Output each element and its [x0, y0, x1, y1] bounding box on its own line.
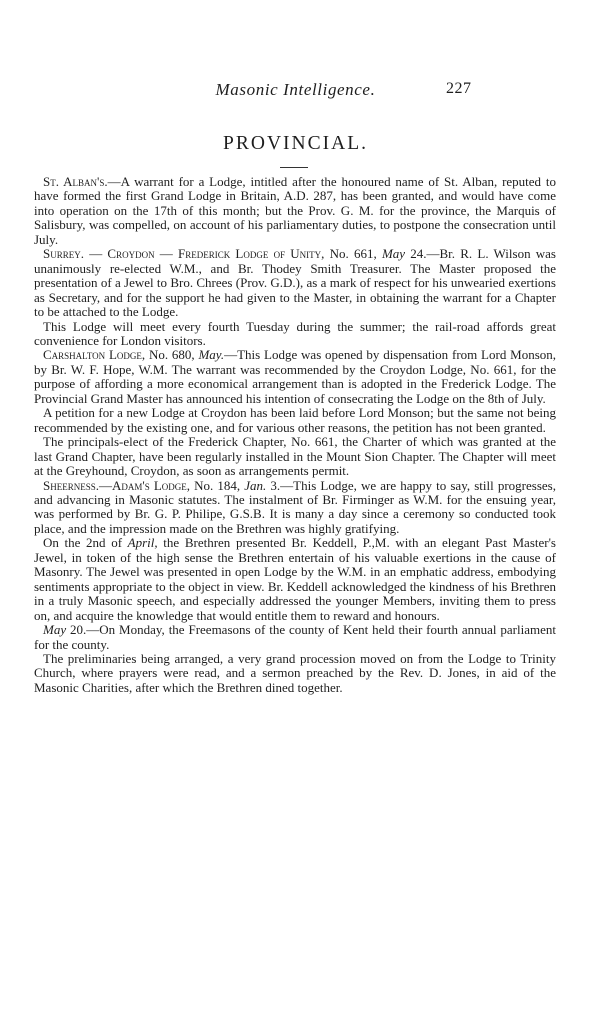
paragraph: [34, 247, 556, 319]
paragraph-text: —A warrant for a Lodge, intitled after the honoured name of St. Alban, reputed to have formed the first Grand Lodge in Britain, A.D. 287, has been granted, and would have come into operation on the 17th of this month; but the Prov. G. M. for the province, the Marquis of Salisbury, was compelled, on account of his parliamentary duties, to postpone the consecration until July.: [34, 174, 556, 247]
paragraph: [34, 348, 556, 406]
paragraph-text: On the 2nd of: [43, 535, 128, 551]
paragraph-text: 3.—This Lodge, we are happy to say, still progresses, and advancing in Masonic statutes. The instalment of Br. Firminger as W.M. for the ensuing year, was performed by Br. G. P. Philipe, G.S.B. It is many a day since a ceremony so conducted took place, and the impression made on the Brethren was highly gratifying.: [34, 477, 556, 536]
italic-text: May: [381, 246, 406, 262]
paragraph-text: The principals-elect of the Frederick Chapter, No. 661, the Charter of which was granted at the last Grand Chapter, have been regularly installed in the Mount Sion Chapter. The Chapter will meet at the Greyhound, Croydon, as soon as arrangements permit.: [34, 434, 556, 479]
italic-text: April,: [127, 535, 158, 551]
running-title: Masonic Intelligence.: [215, 80, 376, 99]
paragraph-text: 20.—On Monday, the Freemasons of the county of Kent held their fourth annual parliament for the county.: [34, 622, 556, 652]
page-number: 227: [446, 80, 472, 97]
paragraph-text: The preliminaries being arranged, a very grand procession moved on from the Lodge to Trinity Church, where prayers were read, and a sermon preached by the Rev. D. Jones, in aid of the Masonic Charities, after which the Brethren dined together.: [34, 650, 556, 695]
paragraph-text: —This Lodge was opened by dispensation from Lord Monson, by Br. W. F. Hope, W.M. The warrant was recommended by the Croydon Lodge, No. 661, for the purpose of affording a more economical arrangement than is adopted in the Frederick Lodge. The Provincial Grand Master has announced his intention of consecrating the Lodge on the 8th of July.: [34, 347, 556, 406]
paragraph-text: No. 661,: [324, 246, 382, 262]
italic-text: Jan.: [244, 477, 267, 493]
paragraph: [34, 536, 556, 623]
paragraph-text: No. 680,: [145, 347, 199, 363]
article-body: [34, 175, 556, 695]
running-head: [0, 80, 591, 102]
section-title: PROVINCIAL.: [223, 133, 368, 154]
paragraph-heading: Sheerness.—Adam's Lodge,: [43, 477, 191, 493]
paragraph-heading: St. Alban's.: [43, 174, 108, 189]
paragraph: [34, 175, 556, 247]
paragraph-heading: Carshalton Lodge,: [43, 347, 146, 363]
paragraph-text: the Brethren presented Br. Keddell, P.,M. with an elegant Past Master's Jewel, in token of the high sense the Brethren entertain of his valuable exertions in the cause of Masonry. The Jewel was presented in open Lodge by the W.M. in an emphatic address, embodying sentiments appropriate to the object in view. Br. Keddell acknowledged the kindness of his Brethren in a truly Masonic speech, and especially addressed the younger Members, inviting them to press on, and acquire the knowledge that would entitle them to reward and honours.: [34, 535, 556, 623]
paragraph: [34, 320, 556, 349]
paragraph-text: A petition for a new Lodge at Croydon has been laid before Lord Monson; but the same not being recommended by the existing one, and for various other reasons, the petition has not been granted.: [34, 405, 556, 435]
paragraph-heading: Surrey. — Croydon — Frederick Lodge of Unity,: [43, 246, 325, 262]
paragraph: [34, 406, 556, 435]
paragraph-text: No. 184,: [190, 477, 245, 493]
italic-text: May.: [198, 347, 225, 363]
paragraph: [34, 652, 556, 695]
paragraph: [34, 479, 556, 537]
title-rule: [280, 167, 308, 168]
paragraph-text: This Lodge will meet every fourth Tuesday during the summer; the rail-road affords great convenience for London visitors.: [34, 318, 556, 348]
italic-text: May: [43, 622, 67, 638]
paragraph: [34, 623, 556, 652]
paragraph: [34, 435, 556, 478]
paragraph-text: 24.—Br. R. L. Wilson was unanimously re-elected W.M., and Br. Thodey Smith Treasurer. The Master proposed the presentation of a Jewel to Bro. Chrees (Prov. G.D.), as a mark of respect for his unwearied exertions as Secretary, and for the support he had given to the Master, in obtaining the warrant for a Chapter to be attached to the Lodge.: [34, 246, 556, 320]
